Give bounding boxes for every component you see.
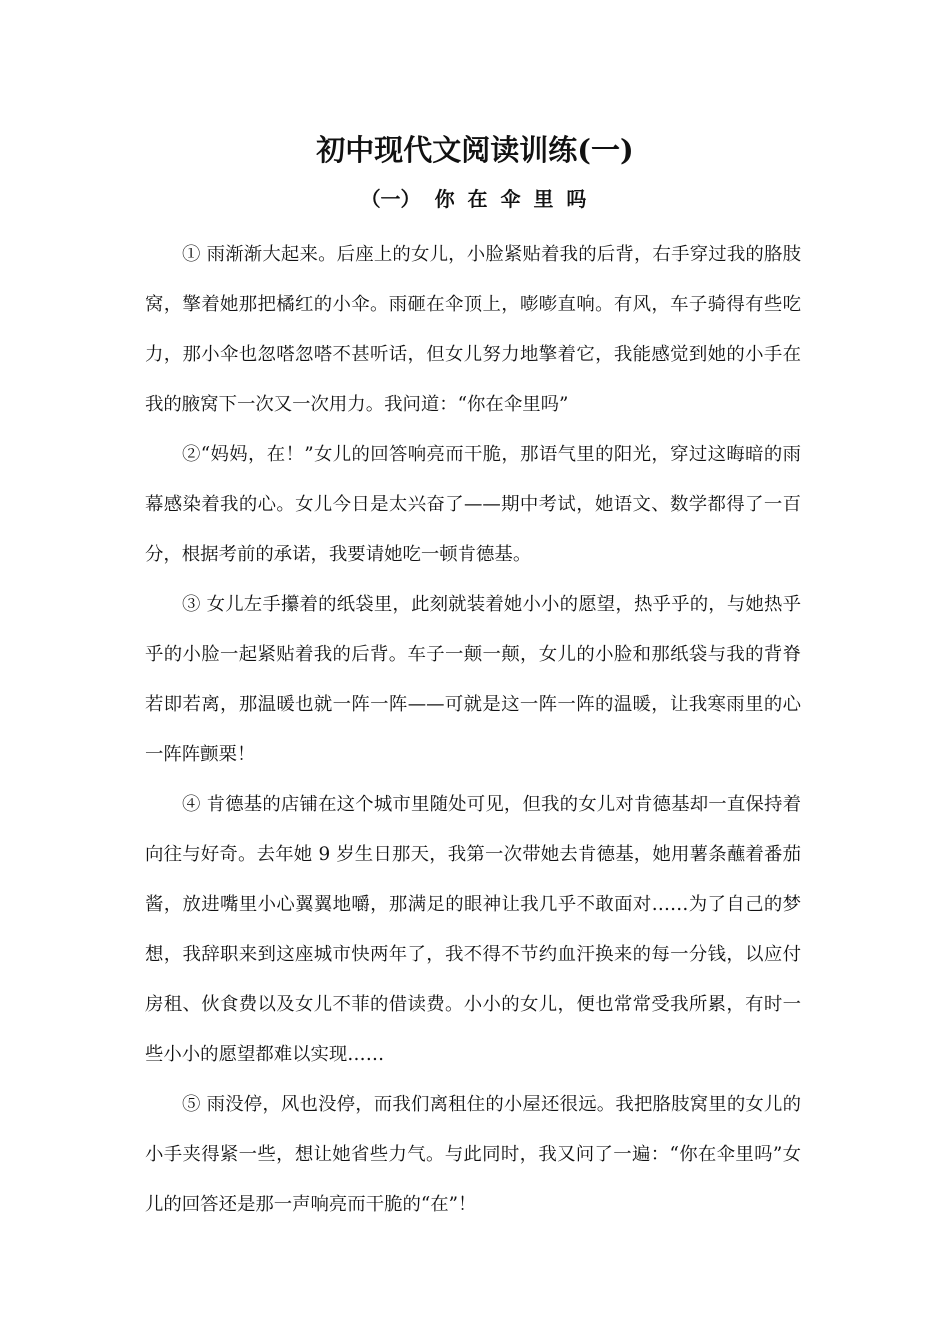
document-title: 初中现代文阅读训练(一) bbox=[316, 133, 634, 167]
section-title: 你 在 伞 里 吗 bbox=[434, 187, 590, 211]
paragraph-1: ① 雨渐渐大起来。后座上的女儿，小脸紧贴着我的后背，右手穿过我的胳肢窝，擎着她那把橘红的小伞。雨砸在伞顶上，嘭嘭直响。有风，车子骑得有些吃力，那小伞也忽嗒忽嗒不甚听话，但女儿努力地擎着它，我能感觉到她的小手在我的腋窝下一次又一次用力。我问道：“你在伞里吗” bbox=[145, 244, 801, 415]
paragraph-4: ④ 肯德基的店铺在这个城市里随处可见，但我的女儿对肯德基却一直保持着向往与好奇。去年她 9 岁生日那天，我第一次带她去肯德基，她用薯条蘸着番茄酱，放进嘴里小心翼翼地嚼，那满足的眼神让我几乎不敢面对……为了自己的梦想，我辞职来到这座城市快两年了，我不得不节约血汗换来的每一分钱，以应付房租、伙食费以及女儿不菲的借读费。小小的女儿，便也常常受我所累，有时一些小小的愿望都难以实现…… bbox=[145, 794, 801, 1065]
paragraph-2: ②“妈妈，在！”女儿的回答响亮而干脆，那语气里的阳光，穿过这晦暗的雨幕感染着我的心。女儿今日是太兴奋了——期中考试，她语文、数学都得了一百分，根据考前的承诺，我要请她吃一顿肯德基。 bbox=[145, 444, 801, 565]
paragraph-5: ⑤ 雨没停，风也没停，而我们离租住的小屋还很远。我把胳肢窝里的女儿的小手夹得紧一些，想让她省些力气。与此同时，我又问了一遍：“你在伞里吗”女儿的回答还是那一声响亮而干脆的“在”！ bbox=[145, 1094, 801, 1215]
section-number: （一） bbox=[360, 187, 421, 211]
paragraph-3: ③ 女儿左手攥着的纸袋里，此刻就装着她小小的愿望，热乎乎的，与她热乎乎的小脸一起紧贴着我的后背。车子一颠一颠，女儿的小脸和那纸袋与我的背脊若即若离，那温暖也就一阵一阵——可就是这一阵一阵的温暖，让我寒雨里的心一阵阵颤栗！ bbox=[145, 594, 801, 765]
section-heading bbox=[0, 184, 950, 214]
article-body bbox=[145, 230, 801, 1230]
